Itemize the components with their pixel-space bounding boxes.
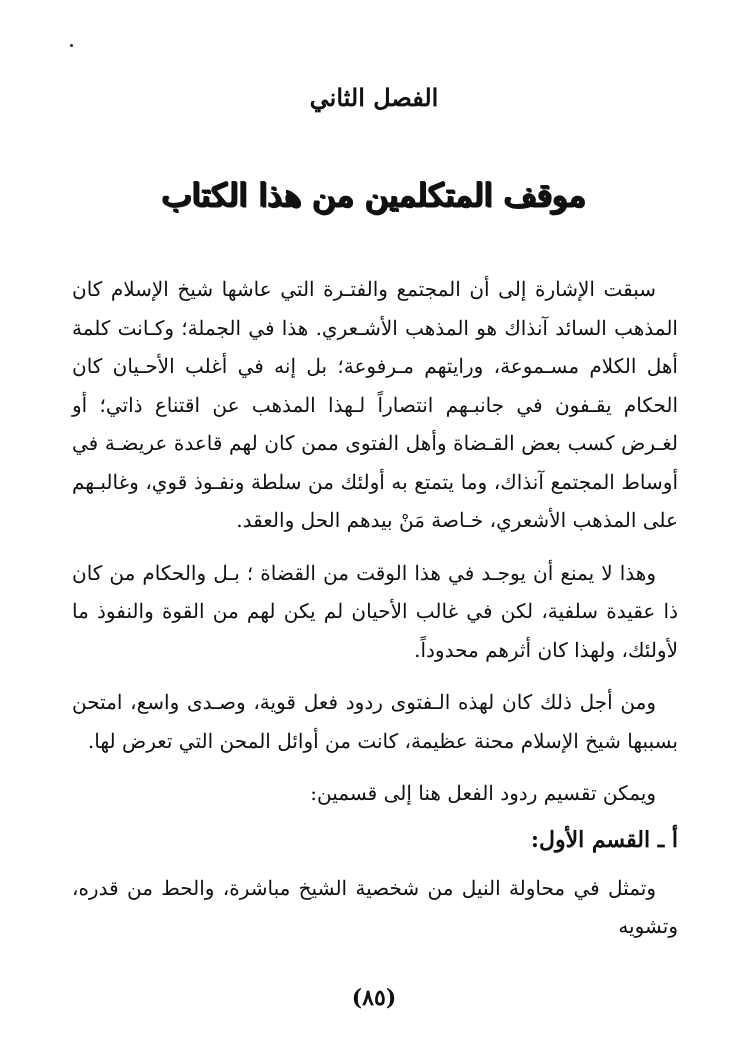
paragraph-5: وتمثل في محاولة النيل من شخصية الشيخ مباشرة، والحط من قدره، وتشويه [72,875,678,938]
paragraph-2: وهذا لا يمنع أن يوجـد في هذا الوقت من القضاة ؛ بـل والحكام من كان ذا عقيدة سلفية، لكن في غالب الأحيان لم يكن لهم من القوة والنفوذ ما لأولئك، ولهذا كان أثرهم محدوداً. [72,560,678,662]
page-number: (٨٥) [351,985,397,1011]
paragraph-1: سبقت الإشارة إلى أن المجتمع والفتـرة التي عاشها شيخ الإسلام كان المذهب السائد آنذاك هو المذهب الأشـعري. هذا في الجملة؛ وكـانت كلمة أهل الكلام مسـموعة، ورايتهم مـرفوعة؛ بل إنه في أغلب الأحـيان كان الحكام يقـفون في جانبـهم انتصاراً لـهذا المذهب عن اقتناع ذاتي؛ أو لغـرض كسب بعض القـضاة وأهل الفتوى ممن كان لهم قاعدة عريضـة في أوساط المجتمع آنذاك، وما يتمتع به أولئك من سلطة ونفـوذ قوي، وغالبـهم على المذهب الأشعري، خـاصة مَنْ بيدهم الحل والعقد. [72,277,678,532]
section-heading: أ ـ القسم الأول: [530,826,678,853]
paragraph-3: ومن أجل ذلك كان لهذه الـفتوى ردود فعل قوية، وصـدى واسع، امتحن بسببها شيخ الإسلام محنة عظيمة، كانت من أوائل المحن التي تعرض لها. [72,690,678,753]
chapter-label: الفصل الثاني [309,83,439,112]
paragraph-4: ويمكن تقسيم ردود الفعل هنا إلى قسمين: [310,781,656,805]
page-title: موقف المتكلمين من هذا الكتاب [161,176,587,214]
scan-speck [70,44,73,47]
body-text [72,270,678,960]
